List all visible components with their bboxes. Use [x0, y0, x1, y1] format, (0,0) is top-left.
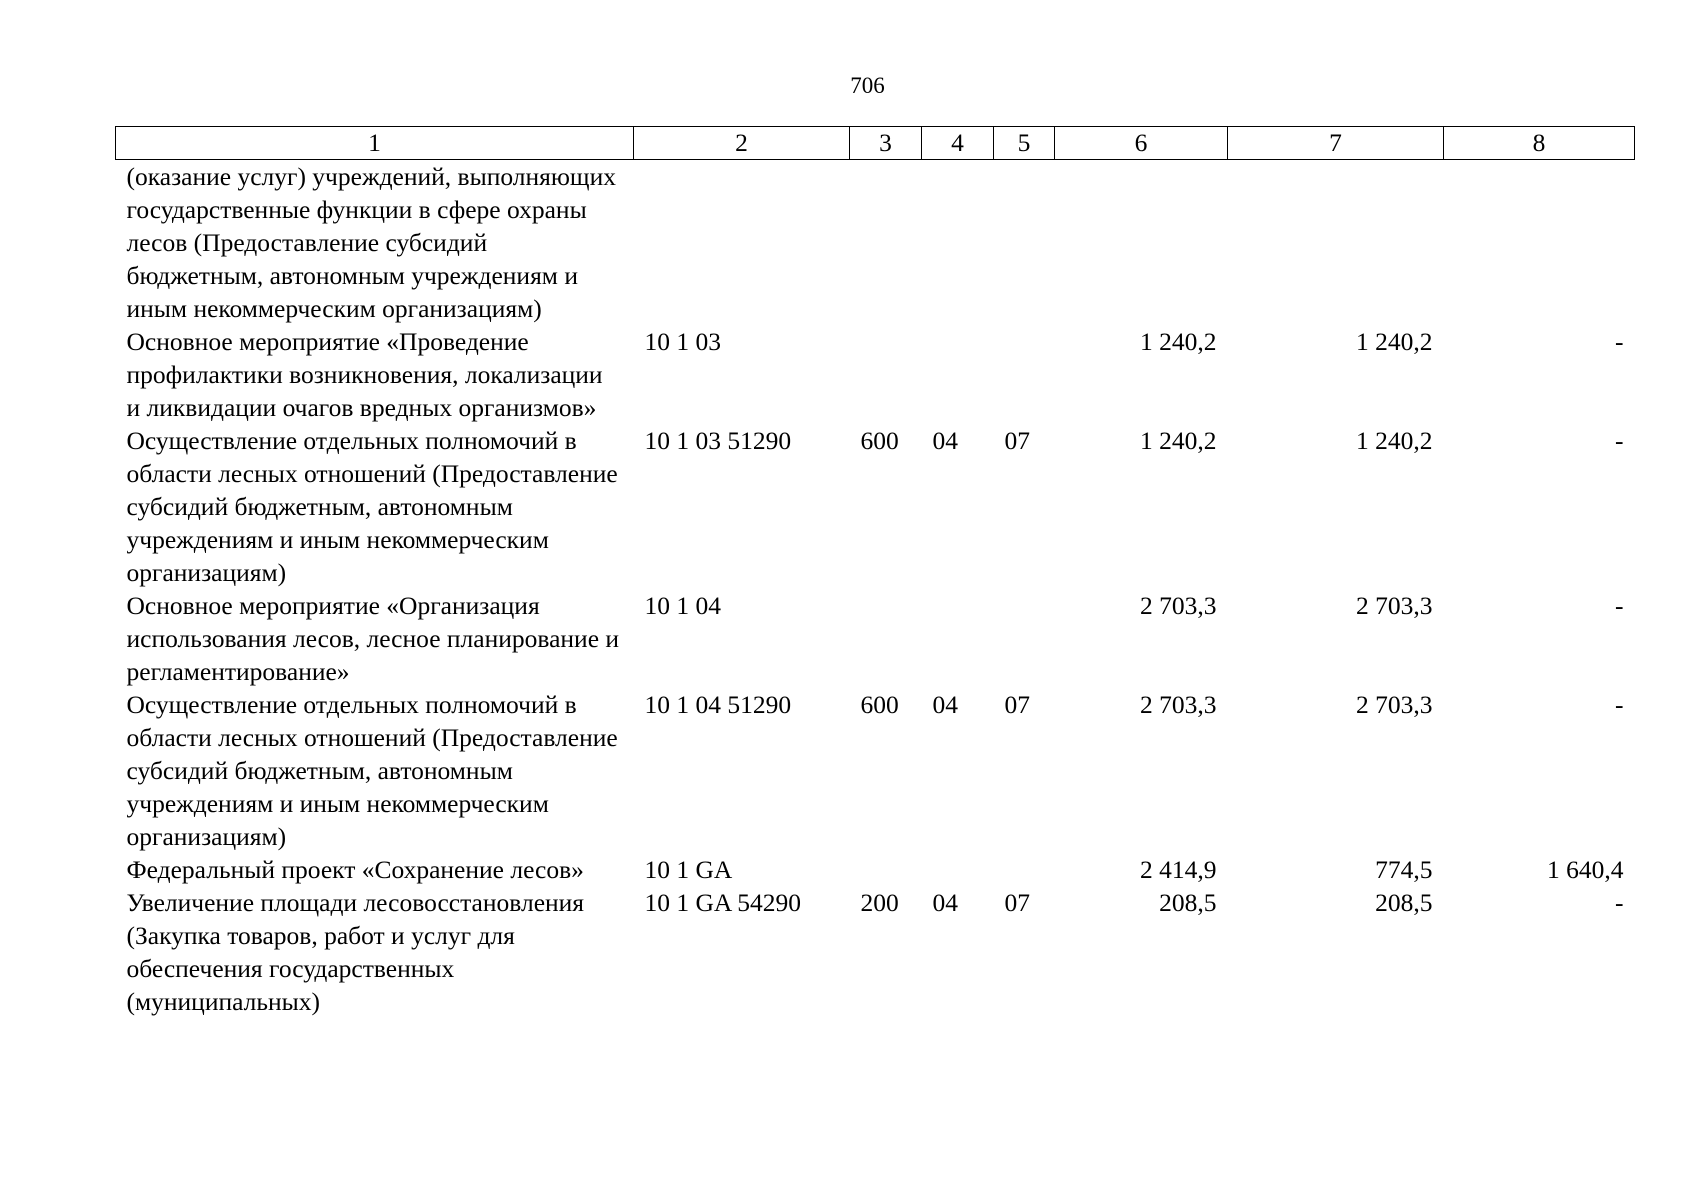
row-code: [634, 160, 850, 326]
table-row: [116, 589, 1635, 688]
row-col-3: 200: [860, 888, 899, 917]
row-col-3: 600: [860, 426, 899, 455]
row-col-4: 04: [932, 690, 958, 719]
header-col-7: 7: [1228, 127, 1444, 160]
row-col-6: 2 703,3: [1140, 690, 1217, 719]
row-col-6: 1 240,2: [1140, 327, 1217, 356]
table-row: [116, 688, 1635, 853]
row-col-5: 07: [1004, 426, 1030, 455]
row-col-6: 208,5: [1159, 888, 1217, 917]
row-col-8: -: [1615, 327, 1624, 356]
row-code: 10 1 03 51290: [644, 426, 792, 455]
row-col-8: -: [1615, 690, 1624, 719]
row-col-3: [850, 589, 922, 688]
header-col-6: 6: [1055, 127, 1228, 160]
row-name: Осуществление отдельных полномочий в области лесных отношений (Предоставление субсидий бюджетным, автономным учреждениям и иным некоммерческим организациям): [126, 690, 618, 851]
table-row: [116, 424, 1635, 589]
row-col-4: [922, 853, 994, 886]
row-col-6: 2 414,9: [1140, 855, 1217, 884]
row-name: Основное мероприятие «Организация использования лесов, лесное планирование и регламентирование»: [126, 591, 620, 686]
row-col-7: 1 240,2: [1356, 327, 1433, 356]
row-col-8: 1 640,4: [1547, 855, 1624, 884]
row-code: 10 1 03: [644, 327, 721, 356]
table-row: [116, 160, 1635, 326]
row-col-8: [1444, 160, 1635, 326]
row-col-6: [1055, 160, 1228, 326]
row-col-3: [850, 160, 922, 326]
header-col-3: 3: [850, 127, 922, 160]
row-col-5: [994, 325, 1055, 424]
row-name: Осуществление отдельных полномочий в области лесных отношений (Предоставление субсидий бюджетным, автономным учреждениям и иным некоммерческим организациям): [126, 426, 618, 587]
row-col-6: 1 240,2: [1140, 426, 1217, 455]
row-col-7: 1 240,2: [1356, 426, 1433, 455]
row-code: 10 1 04: [644, 591, 721, 620]
row-col-7: 2 703,3: [1356, 690, 1433, 719]
row-col-4: [922, 589, 994, 688]
header-col-4: 4: [922, 127, 994, 160]
row-name: Увеличение площади лесовосстановления (Закупка товаров, работ и услуг для обеспечения государственных (муниципальных): [126, 888, 585, 1016]
row-col-8: -: [1615, 426, 1624, 455]
page-number: 706: [850, 73, 885, 98]
row-col-5: [994, 160, 1055, 326]
row-col-4: 04: [932, 888, 958, 917]
row-name: (оказание услуг) учреждений, выполняющих государственные функции в сфере охраны лесов (Предоставление субсидий бюджетным, автономным учреждениям и иным некоммерческим организациям): [126, 162, 616, 323]
row-code: 10 1 GA 54290: [644, 888, 802, 917]
row-code: 10 1 04 51290: [644, 690, 792, 719]
row-col-5: 07: [1004, 888, 1030, 917]
row-col-3: 600: [860, 690, 899, 719]
header-row: [116, 127, 1635, 160]
row-col-7: 774,5: [1375, 855, 1433, 884]
row-code: 10 1 GA: [644, 855, 733, 884]
row-col-6: 2 703,3: [1140, 591, 1217, 620]
row-col-5: 07: [1004, 690, 1030, 719]
row-name: Федеральный проект «Сохранение лесов»: [126, 855, 584, 884]
budget-table: [115, 126, 1635, 1018]
row-col-7: 2 703,3: [1356, 591, 1433, 620]
row-col-4: 04: [932, 426, 958, 455]
row-col-7: 208,5: [1375, 888, 1433, 917]
row-col-7: [1228, 160, 1444, 326]
table-header: [116, 127, 1635, 160]
row-col-4: [922, 160, 994, 326]
header-col-1: 1: [116, 127, 634, 160]
table-row: [116, 886, 1635, 1018]
row-name: Основное мероприятие «Проведение профилактики возникновения, локализации и ликвидации очагов вредных организмов»: [126, 327, 603, 422]
header-col-5: 5: [994, 127, 1055, 160]
row-col-8: -: [1615, 591, 1624, 620]
row-col-5: [994, 589, 1055, 688]
row-col-5: [994, 853, 1055, 886]
row-col-4: [922, 325, 994, 424]
row-col-3: [850, 325, 922, 424]
row-col-8: -: [1615, 888, 1624, 917]
header-col-8: 8: [1444, 127, 1635, 160]
table-body: [116, 160, 1635, 1019]
row-col-3: [850, 853, 922, 886]
table-row: [116, 325, 1635, 424]
header-col-2: 2: [634, 127, 850, 160]
table-row: [116, 853, 1635, 886]
